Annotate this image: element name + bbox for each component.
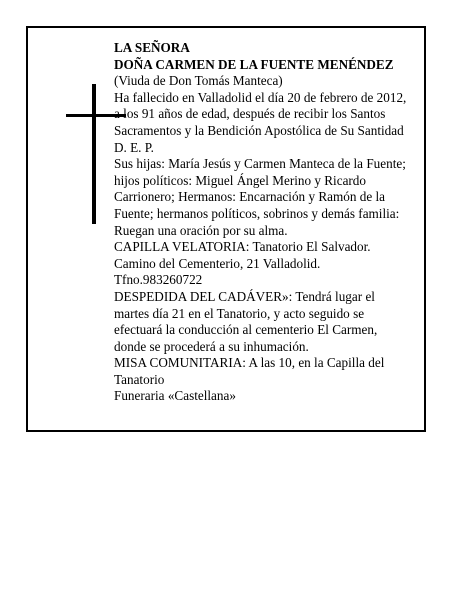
family-line-2: hijos políticos: Miguel Ángel Merino y Ricardo [114, 172, 366, 188]
chapel-address: Camino del Cementerio, 21 Valladolid. [114, 255, 321, 271]
announcement-line-1: Ha fallecido en Valladolid el día 20 de febrero de 2012, [114, 89, 407, 105]
deceased-name: DOÑA CARMEN DE LA FUENTE MENÉNDEZ [114, 56, 394, 72]
heading-title: LA SEÑORA [114, 40, 190, 55]
obituary-text [114, 40, 420, 405]
mass-line-1: MISA COMUNITARIA: A las 10, en la Capilla del [114, 355, 385, 371]
farewell-line-4: donde se procederá a su inhumación. [114, 338, 309, 354]
funeral-home: Funeraria «Castellana» [114, 388, 236, 404]
farewell-line-2: martes día 21 en el Tanatorio, y acto seguido se [114, 305, 365, 321]
mass-line-2: Tanatorio [114, 371, 165, 387]
announcement-line-2: a los 91 años de edad, después de recibir los Santos [114, 106, 386, 122]
farewell-line-1: DESPEDIDA DEL CADÁVER»: Tendrá lugar el [114, 288, 375, 304]
rip-line: D. E. P. [114, 139, 154, 155]
prayer-request: Ruegan una oración por su alma. [114, 222, 288, 238]
family-line-1: Sus hijas: María Jesús y Carmen Manteca de la Fuente; [114, 156, 406, 172]
chapel-line-1: CAPILLA VELATORIA: Tanatorio El Salvador. [114, 239, 371, 255]
cross-icon-vertical [92, 84, 96, 224]
chapel-phone: Tfno.983260722 [114, 272, 203, 288]
farewell-line-3: efectuará la conducción al cementerio El Carmen, [114, 322, 378, 338]
family-line-3: Carrionero; Hermanos: Encarnación y Ramón de la [114, 189, 385, 205]
announcement-line-3: Sacramentos y la Bendición Apostólica de Su Santidad [114, 122, 404, 138]
widow-of: (Viuda de Don Tomás Manteca) [114, 73, 283, 89]
family-line-4: Fuente; hermanos políticos, sobrinos y demás familia: [114, 205, 400, 221]
